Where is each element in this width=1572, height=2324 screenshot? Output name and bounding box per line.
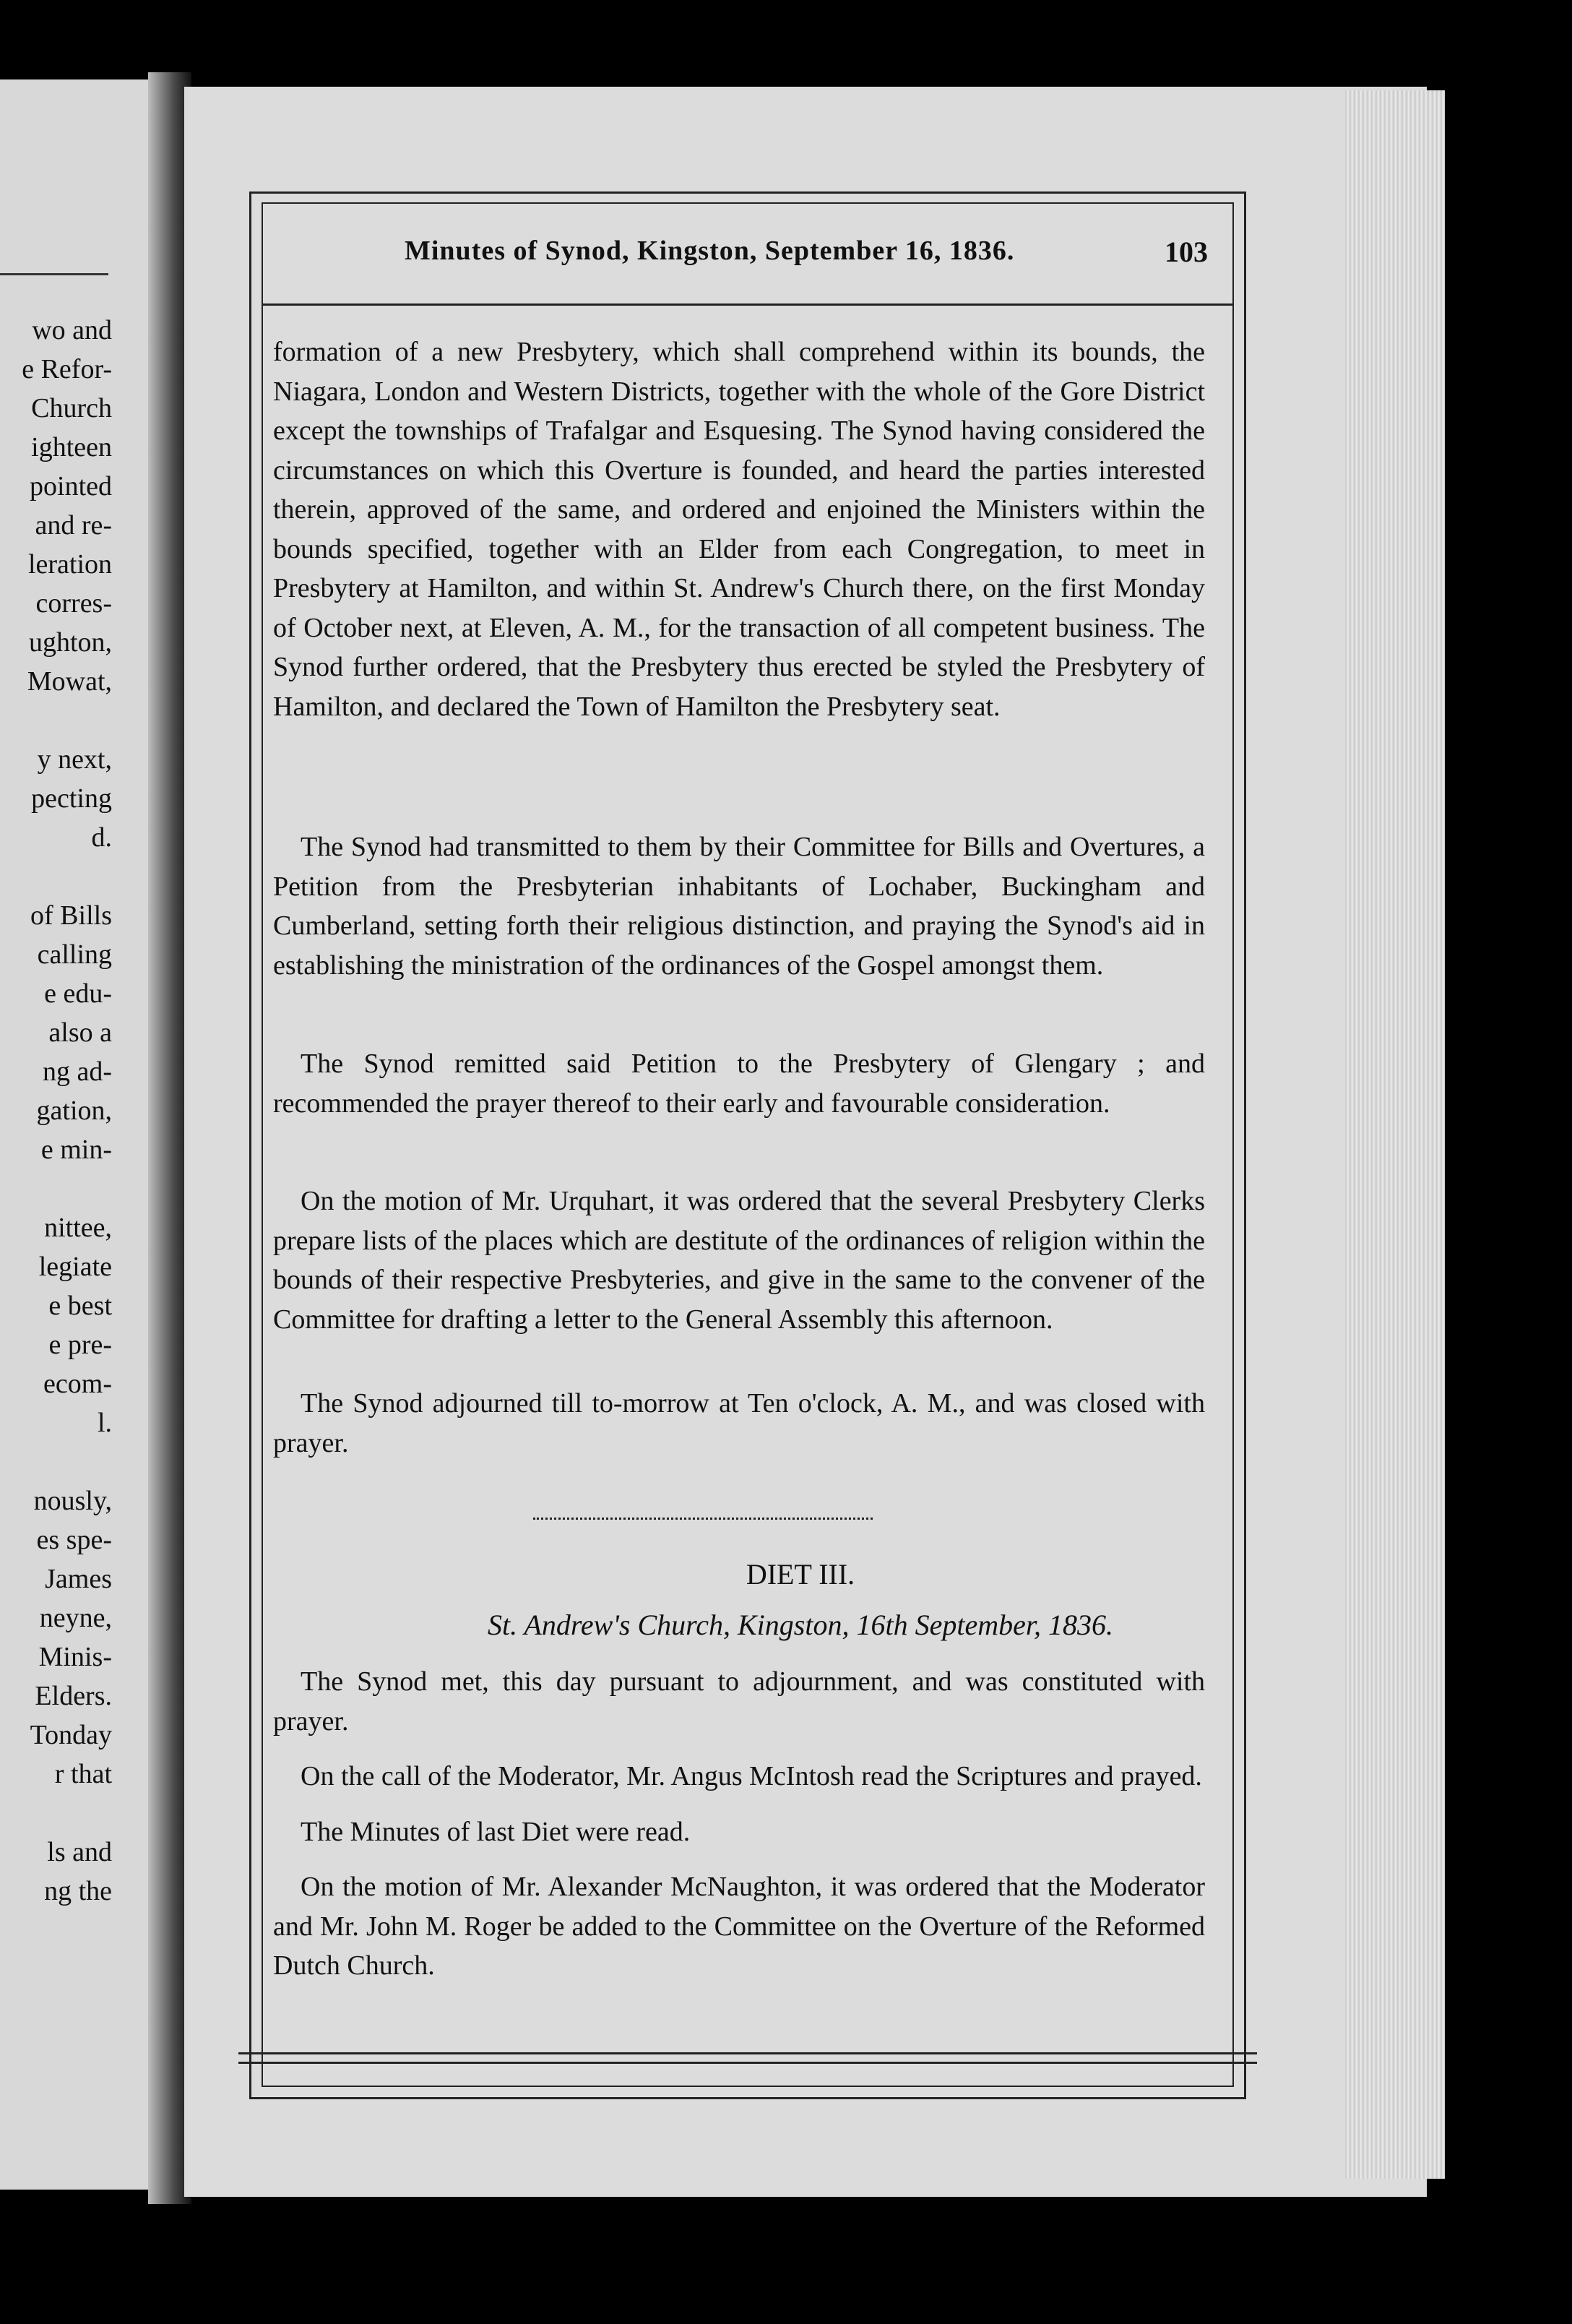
diet-text-block [273, 1662, 1205, 1986]
paragraph-minutes-read: The Minutes of last Diet were read. [301, 1816, 691, 1847]
facing-page-line: neyne, [39, 1603, 112, 1633]
running-head: Minutes of Synod, Kingston, September 16, 1836. [405, 236, 1015, 266]
page-edges [1344, 90, 1445, 2179]
facing-page-line: e min- [40, 1135, 112, 1165]
facing-page-line: r that [54, 1759, 112, 1789]
facing-page-line: Church [31, 393, 112, 423]
paragraph-remit: The Synod remitted said Petition to the Presbytery of Glengary ; and recommended the prayer thereof to their early and favourable consideration. [273, 1049, 1205, 1119]
facing-page-line: y next, [37, 744, 112, 775]
facing-page-line [22, 857, 112, 896]
diet-subheading: St. Andrew's Church, Kingston, 16th September, 1836. [488, 1609, 1113, 1641]
facing-page-line: and re- [35, 510, 112, 541]
facing-page-line: ighteen [31, 432, 112, 462]
section-divider [533, 1518, 873, 1520]
paragraph-petition: The Synod had transmitted to them by their Committee for Bills and Overtures, a Petition from the Presbyterian inhabitants of Lochaber, Buckingham and Cumberland, setting forth their religious distinction, and praying the Synod's aid in establishing the ministration of the ordinances of the Gospel amongst them. [273, 832, 1205, 981]
facing-page-line: nously, [33, 1486, 112, 1516]
facing-page-line: ls and [47, 1837, 112, 1867]
facing-page-line: Mowat, [27, 666, 112, 697]
facing-page-line: nittee, [44, 1213, 112, 1243]
facing-page-line: corres- [35, 588, 112, 619]
diet-heading: DIET III. [746, 1558, 855, 1591]
facing-page-line: wo and [32, 315, 112, 345]
facing-page-line: leration [27, 549, 112, 580]
facing-page-line: l. [97, 1408, 112, 1438]
minutes-text-block [273, 332, 1205, 726]
facing-page-line: pecting [31, 783, 112, 814]
facing-page-line: Minis- [38, 1642, 112, 1672]
motion-paragraph-block [273, 1182, 1205, 1339]
paragraph-motion-urquhart: On the motion of Mr. Urquhart, it was ordered that the several Presbytery Clerks prepare lists of the places which are destitute of the ordinances of religion within the bounds of their respective Presbyteries, and give in the same to the convener of the Committee for drafting a letter to the General Assembly this afternoon. [273, 1186, 1205, 1335]
adjourn-paragraph-block [273, 1384, 1205, 1463]
facing-page-line [22, 701, 112, 740]
facing-page-rule [0, 273, 108, 275]
petition-paragraph-block [273, 827, 1205, 985]
paragraph-continuation: formation of a new Presbytery, which shall comprehend within its bounds, the Niagara, London and Western Districts, together with the whole of the Gore District except the townships of Trafalgar and Esquesing. The Synod having considered the circumstances on which this Overture is founded, and heard the parties interested therein, approved of the same, and ordered and enjoined the Ministers within the bounds specified, together with an Elder from each Congregation, to meet in Presbytery at Hamilton, and within St. Andrew's Church there, on the first Monday of October next, at Eleven, A. M., for the transaction of all competent business. The Synod further ordered, that the Presbytery thus erected be styled the Presbytery of Hamilton, and declared the Town of Hamilton the Presbytery seat. [273, 337, 1205, 722]
facing-page-text [22, 311, 112, 1911]
page-number: 103 [1165, 236, 1208, 268]
facing-page [0, 79, 163, 2190]
paragraph-moderator-call: On the call of the Moderator, Mr. Angus McIntosh read the Scriptures and prayed. [301, 1761, 1202, 1791]
facing-page-line: e Refor- [22, 354, 112, 384]
bottom-double-rule [238, 2052, 1257, 2064]
paragraph-motion-mcnaughton: On the motion of Mr. Alexander McNaughton, it was ordered that the Moderator and Mr. John M. Roger be added to the Committee on the Overture of the Reformed Dutch Church. [273, 1872, 1205, 1981]
facing-page-line [22, 1442, 112, 1481]
facing-page-line: ughton, [28, 627, 112, 658]
facing-page-line: calling [37, 939, 112, 970]
paragraph-synod-met: The Synod met, this day pursuant to adjournment, and was constituted with prayer. [273, 1666, 1205, 1736]
facing-page-line: es spe- [36, 1525, 112, 1555]
facing-page-line [22, 1169, 112, 1208]
remit-paragraph-block [273, 1044, 1205, 1123]
facing-page-line [22, 1794, 112, 1833]
facing-page-line: of Bills [30, 900, 112, 931]
facing-page-line: e best [48, 1291, 112, 1321]
facing-page-line: legiate [38, 1252, 112, 1282]
facing-page-line: Tonday [30, 1720, 112, 1750]
facing-page-line: ecom- [43, 1369, 112, 1399]
facing-page-line: Elders. [35, 1681, 112, 1711]
facing-page-line: gation, [36, 1096, 112, 1126]
facing-page-line: James [45, 1564, 112, 1594]
paragraph-adjournment: The Synod adjourned till to-morrow at Ten o'clock, A. M., and was closed with prayer. [273, 1388, 1205, 1458]
facing-page-line: ng the [44, 1876, 112, 1906]
facing-page-line: ng ad- [42, 1056, 112, 1087]
facing-page-line: also a [48, 1017, 112, 1048]
header-rule [262, 304, 1234, 306]
facing-page-line: e edu- [44, 978, 112, 1009]
facing-page-line: d. [91, 822, 112, 853]
facing-page-line: pointed [30, 471, 112, 502]
facing-page-line: e pre- [48, 1330, 112, 1360]
